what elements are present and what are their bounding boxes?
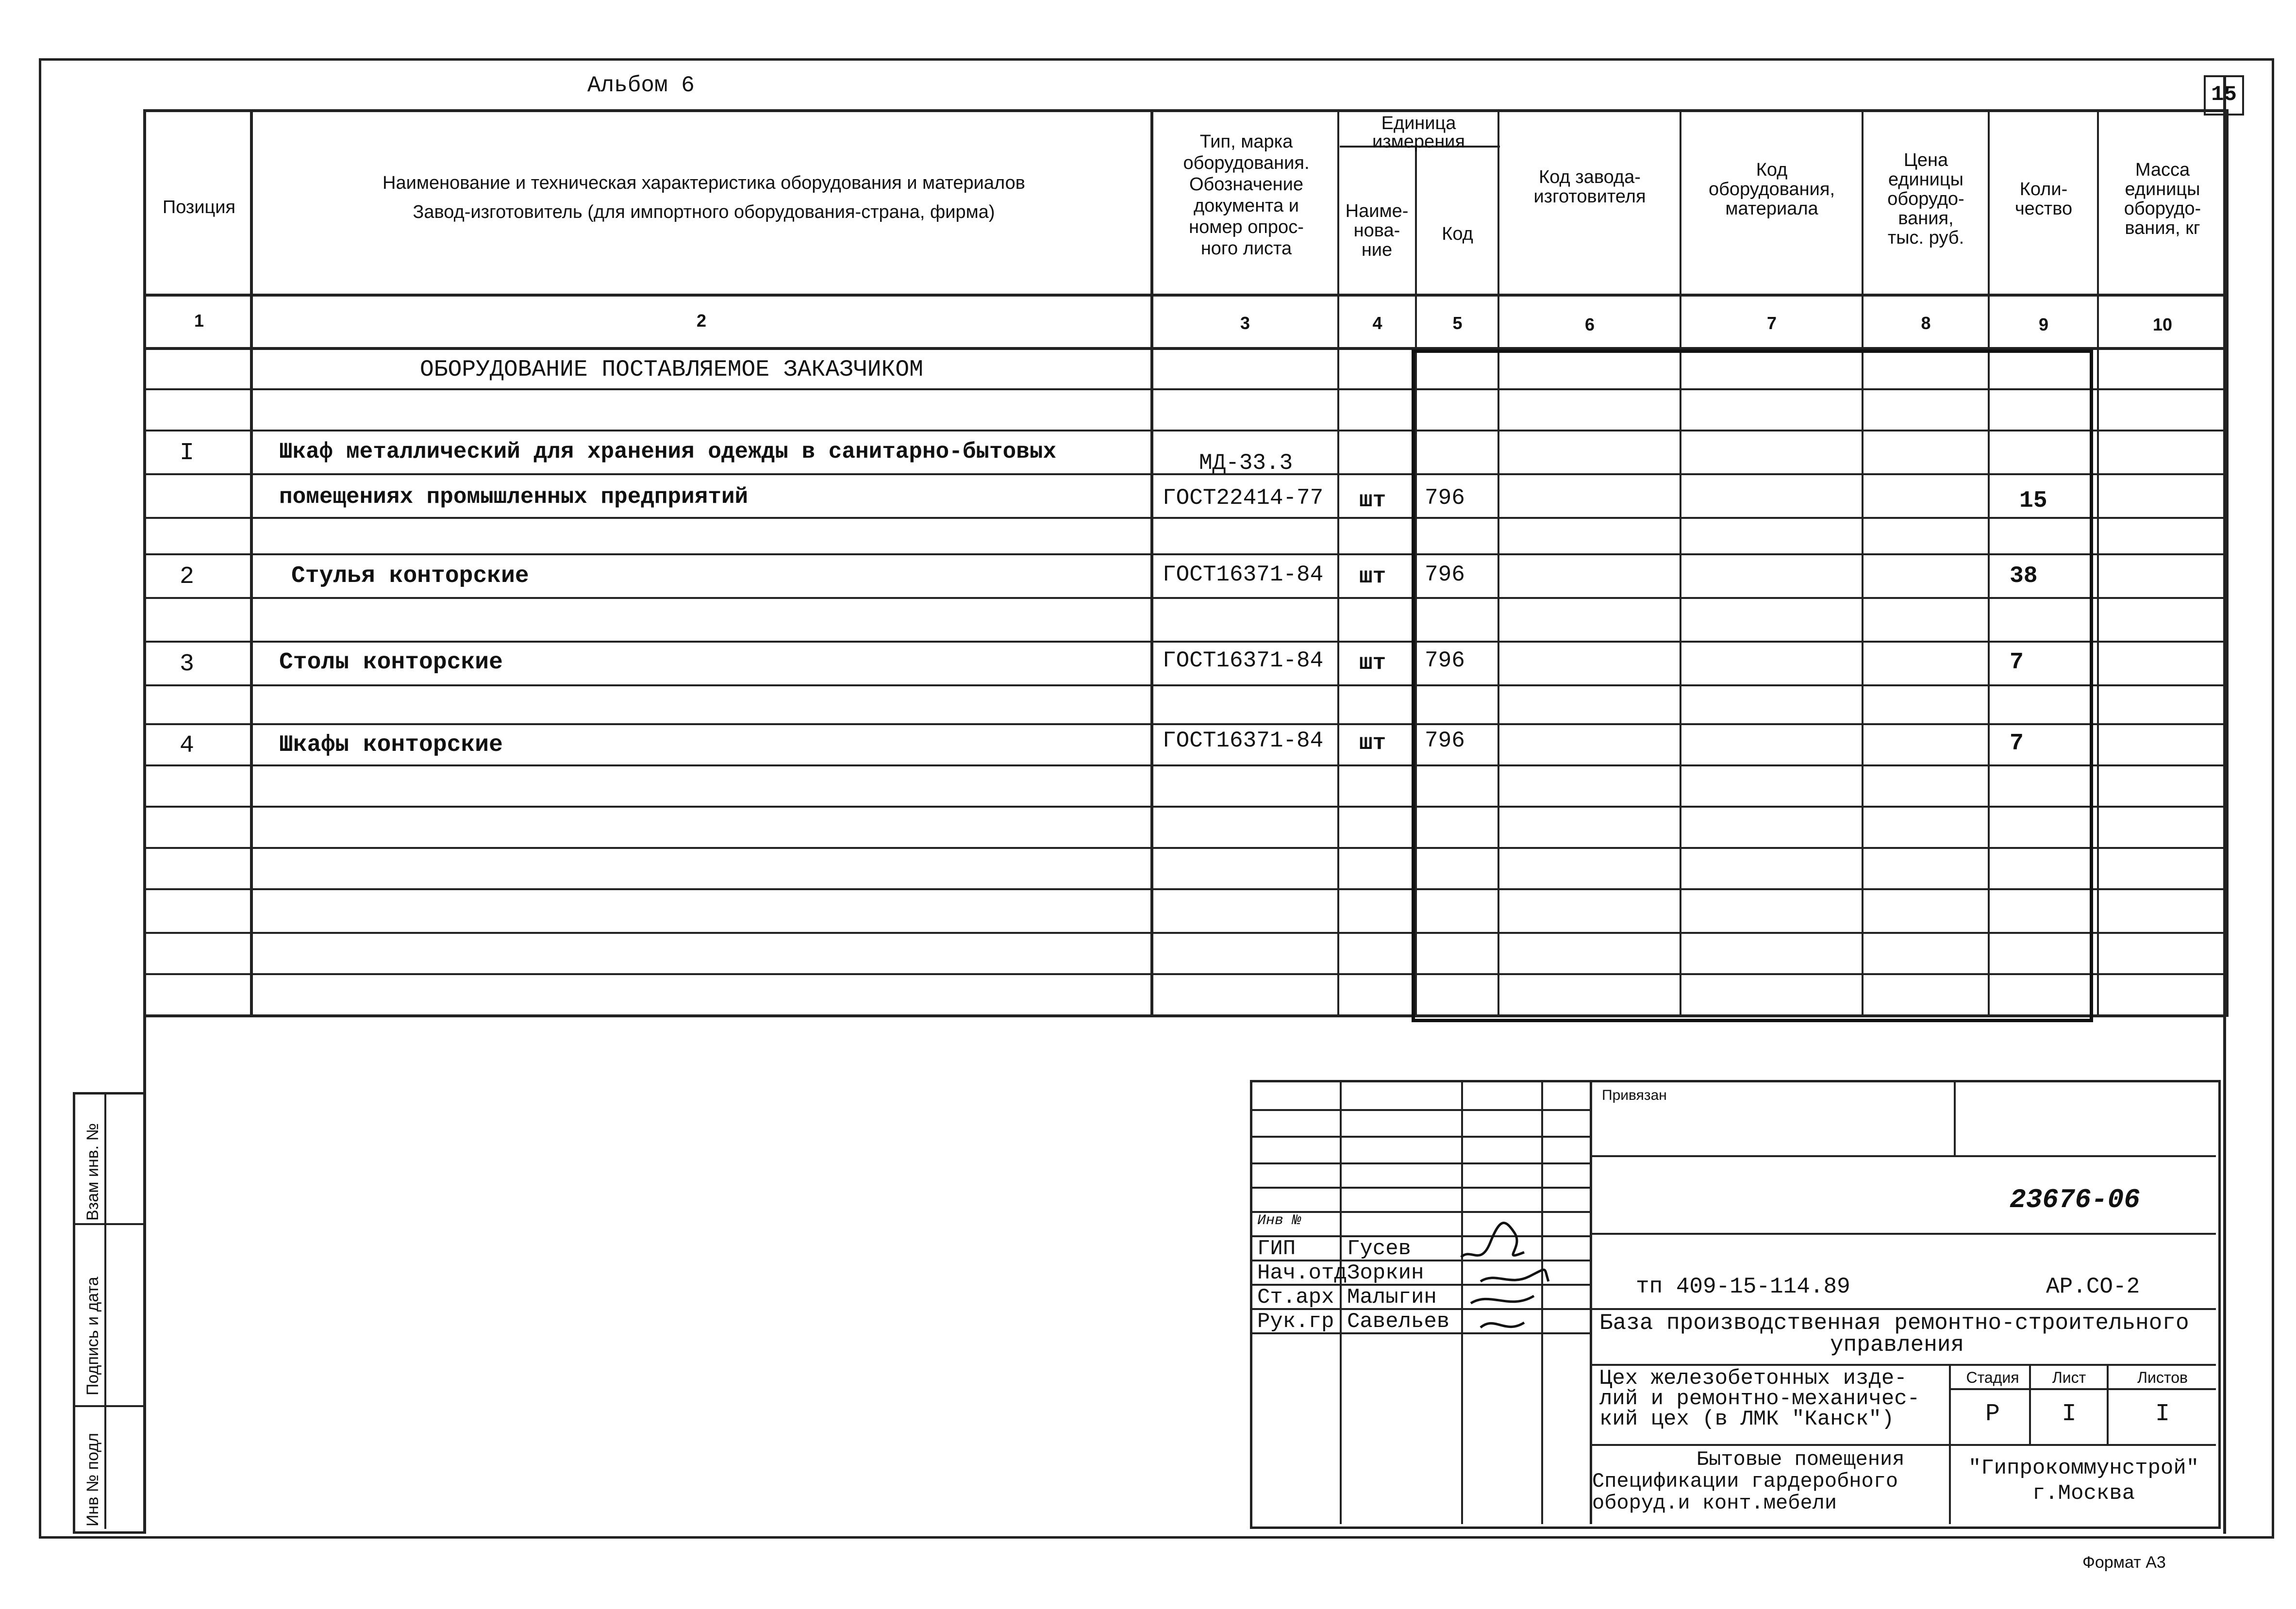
doc-title-l1: Бытовые помещения [1697,1448,1905,1471]
col-num-2: 2 [696,311,707,331]
row3-qty: 7 [2010,649,2024,676]
row4-pos: 4 [180,732,195,760]
name-4: Савельев [1347,1310,1450,1334]
hdr-mass-l3: оборудо- [2124,199,2201,219]
side-podpis: Подпись и дата [83,1277,102,1395]
hdr-position: Позиция [162,197,236,217]
hdr-name-line1: Наименование и техническая характеристика оборудования и материалов [383,173,1025,193]
sheet-label: Лист [2052,1369,2086,1386]
col-num-6: 6 [1584,315,1595,334]
col-num-10: 10 [2152,315,2173,334]
row2-pos: 2 [180,563,195,591]
row3-name1: Столы конторские [279,649,503,676]
hdr-type-l6: ного листа [1200,238,1292,259]
hdr-mass-l4: вания, кг [2125,218,2200,238]
row4-qty: 7 [2010,730,2024,757]
row1-pos: I [180,439,195,467]
role-4: Рук.гр [1257,1310,1334,1334]
hdr-unit-code: Код [1442,224,1473,244]
side-vzam: Взам инв. № [83,1123,102,1221]
sheets-value: I [2155,1400,2170,1428]
name-1: Гусев [1347,1237,1412,1261]
col-num-4: 4 [1372,313,1382,333]
role-1: ГИП [1257,1237,1296,1261]
hdr-factory-l2: изготовителя [1533,186,1646,207]
row2-name1: Стулья конторские [291,563,529,589]
row4-name1: Шкафы конторские [279,732,503,758]
bound-label: Привязан [1602,1087,1667,1103]
row1-qty: 15 [2019,488,2047,514]
col-num-9: 9 [2038,315,2049,334]
row1-type2: ГОСТ22414-77 [1163,485,1324,511]
hdr-equip-l3: материала [1725,199,1818,219]
row2-type1: ГОСТ16371-84 [1163,562,1324,587]
doc-title-l2: Спецификации гардеробного [1592,1470,1898,1493]
row4-code: 796 [1425,728,1465,753]
hdr-type-l5: номер опрос- [1189,217,1304,237]
name-2: Зоркин [1347,1261,1424,1285]
sheets-label: Листов [2137,1369,2188,1386]
object-l1: Цех железобетонных изде- [1599,1366,1907,1391]
col-num-3: 3 [1240,313,1250,333]
row2-qty: 38 [2010,563,2038,589]
hdr-unit [1340,114,1497,151]
row3-unit: шт [1359,650,1386,676]
row1-code: 796 [1425,485,1465,511]
sheet-corner-number: 15 [2211,83,2237,107]
col-num-7: 7 [1766,313,1777,333]
row1-unit: шт [1359,488,1386,513]
hdr-price-l5: тыс. руб. [1887,228,1964,248]
object-l2: лий и ремонтно-механичес- [1599,1387,1920,1411]
side-inv-podl: Инв № подл [83,1433,102,1526]
org-l1: "Гипрокоммунстрой" [1968,1456,2199,1480]
section-title: ОБОРУДОВАНИЕ ПОСТАВЛЯЕМОЕ ЗАКАЗЧИКОМ [420,357,923,383]
hdr-unit-name [1339,201,1415,260]
role-2: Нач.отд [1257,1261,1347,1285]
hdr-factory [1500,167,1680,206]
hdr-type [1155,131,1337,259]
hdr-equip [1682,160,1862,218]
role-3: Ст.арх [1257,1285,1334,1310]
hdr-factory-l1: Код завода- [1539,167,1641,187]
hdr-name-line2: Завод-изготовитель (для импортного оборудования-страна, фирма) [413,202,995,222]
hdr-equip-l1: Код [1756,160,1788,180]
row4-unit: шт [1359,730,1386,756]
stamp-number: 23676-06 [2010,1184,2140,1215]
title-l1: База производственная ремонтно-строительного [1599,1310,2189,1336]
project-code: тп 409-15-114.89 [1636,1274,1850,1299]
hdr-unit-name-l3: ние [1361,240,1393,260]
doc-title-l3: оборуд.и конт.мебели [1592,1492,1837,1515]
album-title: Альбом 6 [587,73,695,98]
row3-code: 796 [1425,648,1465,673]
row1-name1: Шкаф металлический для хранения одежды в санитарно-бытовых [279,439,1057,464]
hdr-type-l4: документа и [1193,196,1299,216]
col-num-5: 5 [1452,313,1463,333]
hdr-price-l3: оборудо- [1887,189,1964,209]
hdr-type-l3: Обозначение [1189,174,1303,195]
object-l3: кий цех (в ЛМК "Канск") [1599,1407,1895,1431]
stage-value: Р [1985,1400,2000,1428]
col-num-8: 8 [1921,313,1931,333]
hdr-unit-l2: измерения [1372,132,1465,152]
hdr-price-l2: единицы [1888,169,1963,190]
hdr-price-l1: Цена [1903,150,1948,170]
hdr-qty-l1: Коли- [2019,179,2068,199]
row4-type1: ГОСТ16371-84 [1163,728,1324,753]
hdr-equip-l2: оборудования, [1708,179,1835,199]
row2-code: 796 [1425,562,1465,587]
inv-label: Инв № [1257,1212,1301,1229]
hdr-price-l4: вания, [1898,208,1954,229]
hdr-unit-name-l1: Наиме- [1345,201,1409,221]
hdr-qty-l2: чество [2014,199,2073,219]
doc-code: АР.СО-2 [2046,1274,2140,1299]
row2-unit: шт [1359,564,1386,589]
title-l2: управления [1830,1332,1964,1358]
signatures [1451,1199,1558,1344]
row3-pos: 3 [180,650,195,678]
row3-type1: ГОСТ16371-84 [1163,648,1324,673]
org-l2: г.Москва [2032,1481,2135,1506]
hdr-mass-l1: Масса [2135,160,2190,180]
hdr-price [1864,150,1988,248]
hdr-type-l1: Тип, марка [1199,132,1293,152]
hdr-qty [1990,180,2097,218]
hdr-unit-name-l2: нова- [1353,220,1400,241]
sheet-value: I [2062,1400,2077,1428]
hdr-type-l2: оборудования. [1183,153,1310,173]
row1-type1: МД-33.3 [1199,450,1293,476]
stage-label: Стадия [1966,1369,2019,1386]
format-label: Формат А3 [2082,1553,2166,1572]
highlight-box [1412,349,2093,1022]
col-num-1: 1 [194,311,204,331]
name-3: Малыгин [1347,1285,1437,1310]
row1-name2: помещениях промышленных предприятий [279,484,749,510]
hdr-mass-l2: единицы [2125,179,2200,199]
hdr-mass [2099,160,2226,238]
hdr-unit-l1: Единица [1381,113,1456,133]
